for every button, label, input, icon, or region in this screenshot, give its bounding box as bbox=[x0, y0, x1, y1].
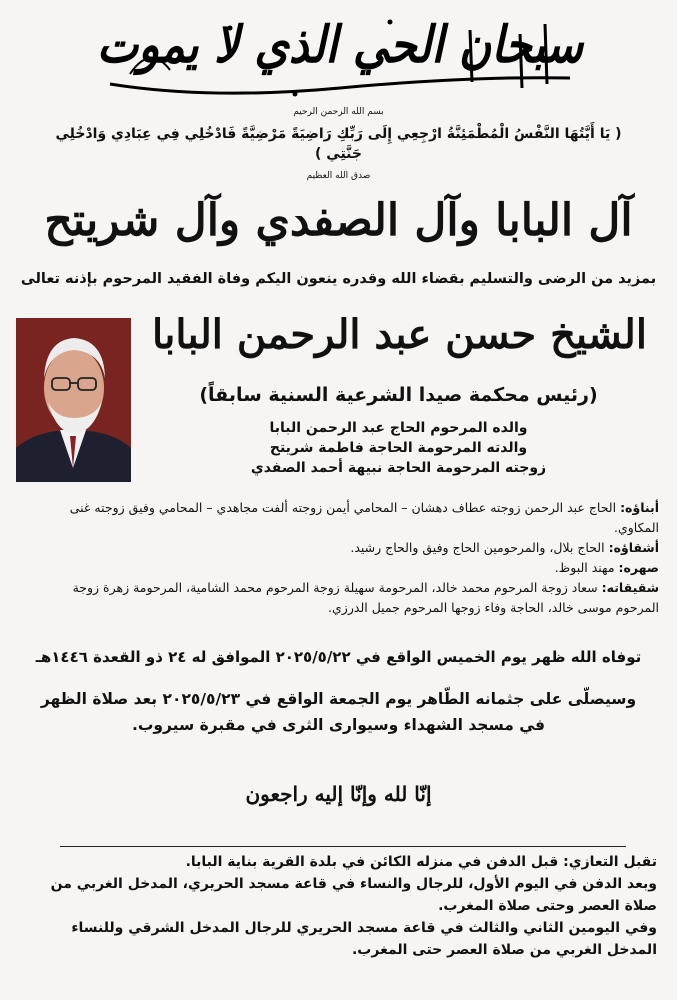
deceased-title: (رئيس محكمة صيدا الشرعية السنية سابقاً) bbox=[199, 384, 598, 406]
condolences-section bbox=[24, 851, 657, 961]
intro-line: بمزيد من الرضى والتسليم بقضاء الله وقدره ينعون اليكم وفاة الفقيد المرحوم بإذنه تعالى bbox=[20, 271, 657, 287]
condolence-p3: وفي اليومين الثاني والثالث في قاعة مسجد الحريري للرجال المدخل الشرقي وللنساء المدخل الغربي من صلاة العصر حتى المغرب. bbox=[71, 920, 657, 958]
portrait-photo-icon bbox=[16, 318, 131, 482]
prayer-line-2: في مسجد الشهداء وسيوارى الثرى في مقبرة سيروب. bbox=[131, 716, 546, 734]
sons-text: الحاج عبد الرحمن زوجته عطاف دهشان – المحامي أيمن زوجته ألفت مجاهدي – المحامي وفيق زوجته غنى المكاوي. bbox=[69, 500, 659, 535]
header-calligraphy bbox=[90, 4, 590, 102]
deceased-photo bbox=[16, 318, 131, 482]
condolence-p1: تقبل التعازي: قبل الدفن في منزله الكائن في بلدة القرية بناية البابا. bbox=[185, 854, 657, 870]
relatives-section bbox=[26, 498, 659, 618]
sadaq-allah: صدق الله العظيم bbox=[306, 171, 371, 181]
deceased-name: الشيخ حسن عبد الرحمن البابا bbox=[152, 311, 647, 358]
family-lines bbox=[140, 418, 657, 478]
prayer-line-1: وسيصلّى على جثمانه الطّاهر يوم الجمعة الواقع في ٢٠٢٥/٥/٢٣ بعد صلاة الظهر bbox=[40, 690, 637, 708]
basmala: بسم الله الرحمن الرحيم bbox=[293, 107, 384, 117]
quran-verse: ( يَا أَيَّتُهَا النَّفْسُ الْمُطْمَئِنَّةُ ارْجِعِي إِلَى رَبِّكِ رَاضِيَةً مَرْضِيَّةً فَادْخُلِي فِي عِبَادِي وَادْخُلِي جَنَّتِي ) bbox=[55, 126, 622, 162]
calligraphy-text: سبحان الحي الذي لا يموت bbox=[96, 16, 584, 75]
brothers-label: أشقاؤه: bbox=[608, 540, 659, 555]
brothers-text: الحاج بلال، والمرحومين الحاج وفيق والحاج رشيد. bbox=[350, 540, 605, 555]
families-heading: آل البابا وآل الصفدي وآل شريتح bbox=[44, 195, 633, 246]
sisters-text: سعاد زوجة المرحوم محمد خالد، المرحومة سهيلة زوجة المرحوم محمد الشامية، المرحومة زهرة زوجة المرحوم موسى خالد، الحاجة وفاء زوجها المرحوم جميل الدرزي. bbox=[72, 580, 659, 615]
sisters-label: شقيقاته: bbox=[601, 580, 659, 595]
condolence-p2: وبعد الدفن في اليوم الأول، للرجال والنساء في قاعة مسجد الحريري، المدخل الغربي من صلاة العصر وحتى صلاة المغرب. bbox=[50, 876, 657, 914]
inlaw-row bbox=[26, 558, 659, 578]
sons-row bbox=[26, 498, 659, 538]
sons-label: أبناؤه: bbox=[620, 500, 659, 515]
brothers-row bbox=[26, 538, 659, 558]
inlaw-label: صهره: bbox=[618, 560, 659, 575]
funeral-prayer bbox=[20, 686, 657, 738]
wife-line: زوجته المرحومة الحاجة نبيهة أحمد الصفدي bbox=[250, 460, 547, 476]
inlaw-text: مهند البوظ. bbox=[554, 560, 615, 575]
death-notice: توفاه الله ظهر يوم الخميس الواقع في ٢٠٢٥/٥/٢٢ الموافق له ٢٤ ذو القعدة ١٤٤٦هـ bbox=[35, 648, 642, 666]
mother-line: والدته المرحومة الحاجة فاطمة شريتح bbox=[269, 440, 528, 456]
sisters-row bbox=[26, 578, 659, 618]
father-line: والده المرحوم الحاج عبد الرحمن البابا bbox=[269, 420, 528, 436]
inna-lillah: إنّا لله وإنّا إليه راجعون bbox=[245, 782, 432, 806]
section-divider bbox=[60, 846, 626, 847]
